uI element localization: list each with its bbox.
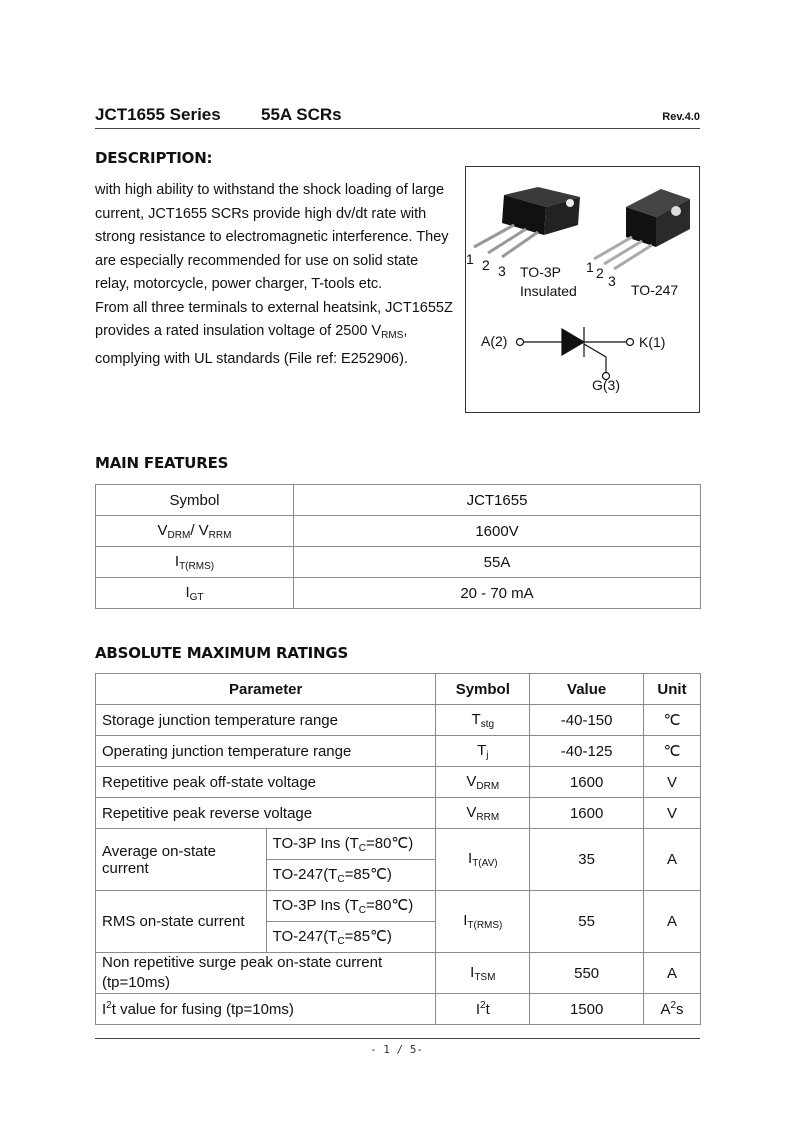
to247-package-icon xyxy=(594,189,690,269)
condition-cell: TO-3P Ins $(T_C=80℃)$ xyxy=(266,829,436,860)
value-cell: 1600V xyxy=(294,516,701,547)
value-cell: 1500 xyxy=(530,994,644,1025)
table-row xyxy=(96,829,701,860)
revision-label: Rev.4.0 xyxy=(662,111,700,123)
table-row xyxy=(96,953,701,994)
parameter-cell: Operating junction temperature range xyxy=(96,736,436,767)
header-rule xyxy=(95,128,700,129)
value-cell: -40-125 xyxy=(530,736,644,767)
value-cell: 1600 xyxy=(530,767,644,798)
table-header-cell: Value xyxy=(530,674,644,705)
package-figure xyxy=(465,166,700,413)
parameter-cell: Storage junction temperature range xyxy=(96,705,436,736)
scr-symbol-icon xyxy=(517,327,634,380)
symbol-cell: $V_{DRM}$ xyxy=(436,767,530,798)
symbol-cell: $I_{T(AV)}$ xyxy=(436,829,530,891)
condition-cell: $TO-247(T_C=85℃)$ xyxy=(266,922,436,953)
condition-cell: TO-3P Ins $(T_C=80℃)$ xyxy=(266,891,436,922)
pin-2-label: 2 xyxy=(482,257,490,273)
value-cell: 20 - 70 mA xyxy=(294,578,701,609)
anode-label: A(2) xyxy=(481,333,508,349)
page-number: - 1 / 5- xyxy=(370,1043,423,1056)
parameter-cell: Average on-state current xyxy=(96,829,267,891)
table-row xyxy=(96,767,701,798)
table-header-cell: Unit xyxy=(644,674,701,705)
value-cell: 55A xyxy=(294,547,701,578)
value-cell: 35 xyxy=(530,829,644,891)
to247-pin-3-label: 3 xyxy=(608,273,616,289)
unit-cell: $A^2s$ xyxy=(644,994,701,1025)
ratings-table xyxy=(95,673,701,1025)
footer-rule xyxy=(95,1038,700,1039)
ratings-heading: ABSOLUTE MAXIMUM RATINGS xyxy=(95,644,349,662)
table-header-cell: Parameter xyxy=(96,674,436,705)
main-features-heading: MAIN FEATURES xyxy=(95,454,229,472)
description-text xyxy=(95,179,455,371)
description-heading: DESCRIPTION: xyxy=(95,149,213,167)
table-header-cell: Symbol xyxy=(96,485,294,516)
symbol-cell: $I_{TSM}$ xyxy=(436,953,530,994)
unit-cell: A xyxy=(644,953,701,994)
series-title: 55A SCRs xyxy=(261,105,342,124)
pin-3-label: 3 xyxy=(498,263,506,279)
value-cell: -40-150 xyxy=(530,705,644,736)
value-cell: 55 xyxy=(530,891,644,953)
table-row xyxy=(96,547,701,578)
condition-cell: $TO-247(T_C=85℃)$ xyxy=(266,860,436,891)
symbol-cell: $V_{RRM}$ xyxy=(436,798,530,829)
symbol-cell: $I^2t$ xyxy=(436,994,530,1025)
unit-cell: A xyxy=(644,891,701,953)
to3p-package-icon xyxy=(474,187,580,257)
table-row xyxy=(96,736,701,767)
table-row xyxy=(96,994,701,1025)
symbol-cell: $T_{stg}$ xyxy=(436,705,530,736)
document-title: JCT1655 Series xyxy=(95,105,221,124)
cathode-label: K(1) xyxy=(639,334,666,350)
symbol-cell: $V_{DRM}/$ $V_{RRM}$ xyxy=(96,516,294,547)
parameter-cell: Non repetitive surge peak on-state current (tp=10ms) xyxy=(96,953,436,994)
unit-cell: ℃ xyxy=(644,736,701,767)
table-header-cell: JCT1655 xyxy=(294,485,701,516)
main-features-table xyxy=(95,484,701,609)
pin-1-label: 1 xyxy=(466,251,474,267)
table-row xyxy=(96,798,701,829)
description-paragraph-1: with high ability to withstand the shock loading of large current, JCT1655 SCRs provide high dv/dt rate with strong resistance to electromagnetic interference. They are especially recommended for use on solid state relay, motorcycle, power charger, T-tools etc. xyxy=(95,182,449,292)
table-row xyxy=(96,485,701,516)
unit-cell: ℃ xyxy=(644,705,701,736)
to247-pin-2-label: 2 xyxy=(596,265,604,281)
table-header-cell: Symbol xyxy=(436,674,530,705)
value-cell: 1600 xyxy=(530,798,644,829)
table-row xyxy=(96,705,701,736)
value-cell: 550 xyxy=(530,953,644,994)
table-row xyxy=(96,674,701,705)
to3p-insulated-label: Insulated xyxy=(520,283,577,299)
to247-label: TO-247 xyxy=(631,282,679,298)
symbol-cell: $I_{T(RMS)}$ xyxy=(96,547,294,578)
unit-cell: V xyxy=(644,798,701,829)
parameter-cell: RMS on-state current xyxy=(96,891,267,953)
symbol-cell: $I_{T(RMS)}$ xyxy=(436,891,530,953)
parameter-cell: Repetitive peak reverse voltage xyxy=(96,798,436,829)
to247-pin-1-label: 1 xyxy=(586,259,594,275)
unit-cell: A xyxy=(644,829,701,891)
table-row xyxy=(96,578,701,609)
parameter-cell: $I^2t$ value for fusing (tp=10ms) xyxy=(96,994,436,1025)
parameter-cell: Repetitive peak off-state voltage xyxy=(96,767,436,798)
description-paragraph-2: From all three terminals to external heatsink, JCT1655Z provides a rated insulation voltage of 2500 $V_{RMS}$, complying with UL standards (File ref: E252906). xyxy=(95,299,453,367)
table-row xyxy=(96,516,701,547)
to3p-label: TO-3P xyxy=(520,264,561,280)
symbol-cell: $T_j$ xyxy=(436,736,530,767)
unit-cell: V xyxy=(644,767,701,798)
symbol-cell: $I_{GT}$ xyxy=(96,578,294,609)
table-row xyxy=(96,891,701,922)
gate-label: G(3) xyxy=(592,377,620,393)
